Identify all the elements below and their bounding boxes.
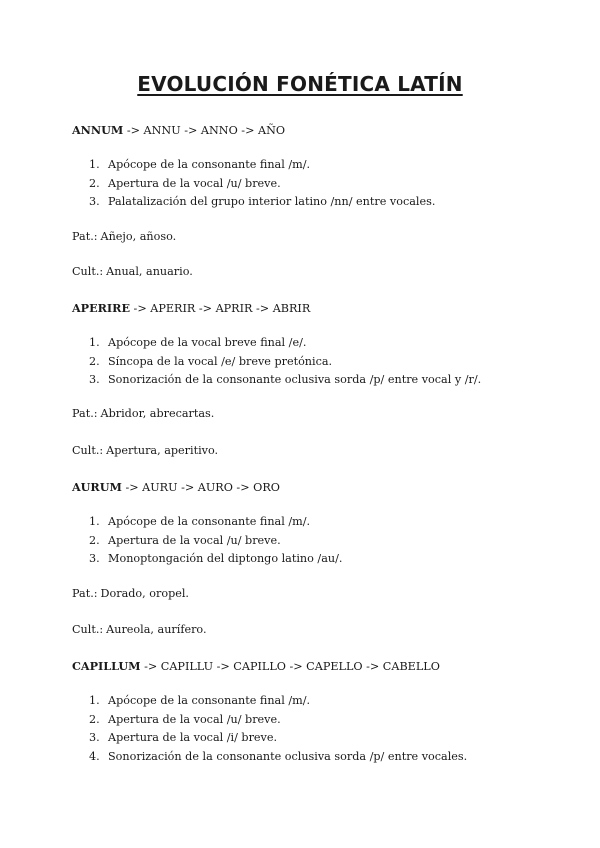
document-title: EVOLUCIÓN FONÉTICA LATÍN — [137, 72, 463, 96]
list-item: 1. Apócope de la consonante final /m/. — [89, 515, 311, 528]
evolution-chain: -> CAPILLU -> CAPILLO -> CAPELLO -> CABELLO — [144, 660, 440, 673]
list-item: 3. Monoptongación del diptongo latino /au/. — [89, 552, 343, 566]
evolution-chain: -> ANNU -> ANNO -> AÑO — [126, 124, 286, 137]
cultism-words: Cult.: Apertura, aperitivo. — [72, 444, 219, 457]
patrimonial-words: Pat.: Añejo, añoso. — [72, 230, 177, 243]
list-item: 2. Síncopa de la vocal /e/ breve pretónica. — [89, 354, 333, 368]
latin-word: CAPILLUM — [72, 659, 141, 673]
latin-word: APERIRE — [72, 301, 130, 315]
latin-word: AURUM — [72, 480, 122, 494]
cultism-words: Cult.: Anual, anuario. — [72, 265, 193, 278]
steps-list — [72, 156, 572, 212]
list-item: 2. Apertura de la vocal /u/ breve. — [89, 176, 281, 190]
latin-word: ANNUM — [72, 123, 124, 137]
list-item: 3. Palatalización del grupo interior latino /nn/ entre vocales. — [89, 195, 436, 209]
entry-heading — [72, 659, 572, 674]
entry-aurum — [72, 480, 572, 569]
entry-annum — [72, 123, 572, 212]
entry-heading — [72, 123, 572, 138]
patrimonial-words: Pat.: Abridor, abrecartas. — [72, 407, 215, 420]
steps-list — [72, 692, 572, 766]
entry-capillum — [72, 659, 572, 766]
evolution-chain: -> APERIR -> APRIR -> ABRIR — [133, 302, 311, 315]
evolution-chain: -> AURU -> AURO -> ORO — [125, 481, 280, 494]
steps-list — [72, 334, 572, 390]
list-item: 1. Apócope de la consonante final /m/. — [89, 694, 311, 707]
list-item: 1. Apócope de la consonante final /m/. — [89, 158, 311, 171]
cultism-words: Cult.: Aureola, aurífero. — [72, 623, 207, 636]
list-item: 2. Apertura de la vocal /u/ breve. — [89, 712, 281, 726]
patrimonial-words: Pat.: Dorado, oropel. — [72, 587, 189, 600]
list-item: 1. Apócope de la vocal breve final /e/. — [89, 336, 307, 349]
entry-heading — [72, 301, 572, 316]
entry-heading — [72, 480, 572, 495]
list-item: 3. Apertura de la vocal /i/ breve. — [89, 731, 278, 745]
list-item: 3. Sonorización de la consonante oclusiva sorda /p/ entre vocal y /r/. — [89, 373, 482, 387]
steps-list — [72, 513, 572, 569]
list-item: 4. Sonorización de la consonante oclusiva sorda /p/ entre vocales. — [89, 749, 468, 763]
entry-aperire — [72, 301, 572, 390]
list-item: 2. Apertura de la vocal /u/ breve. — [89, 533, 281, 547]
